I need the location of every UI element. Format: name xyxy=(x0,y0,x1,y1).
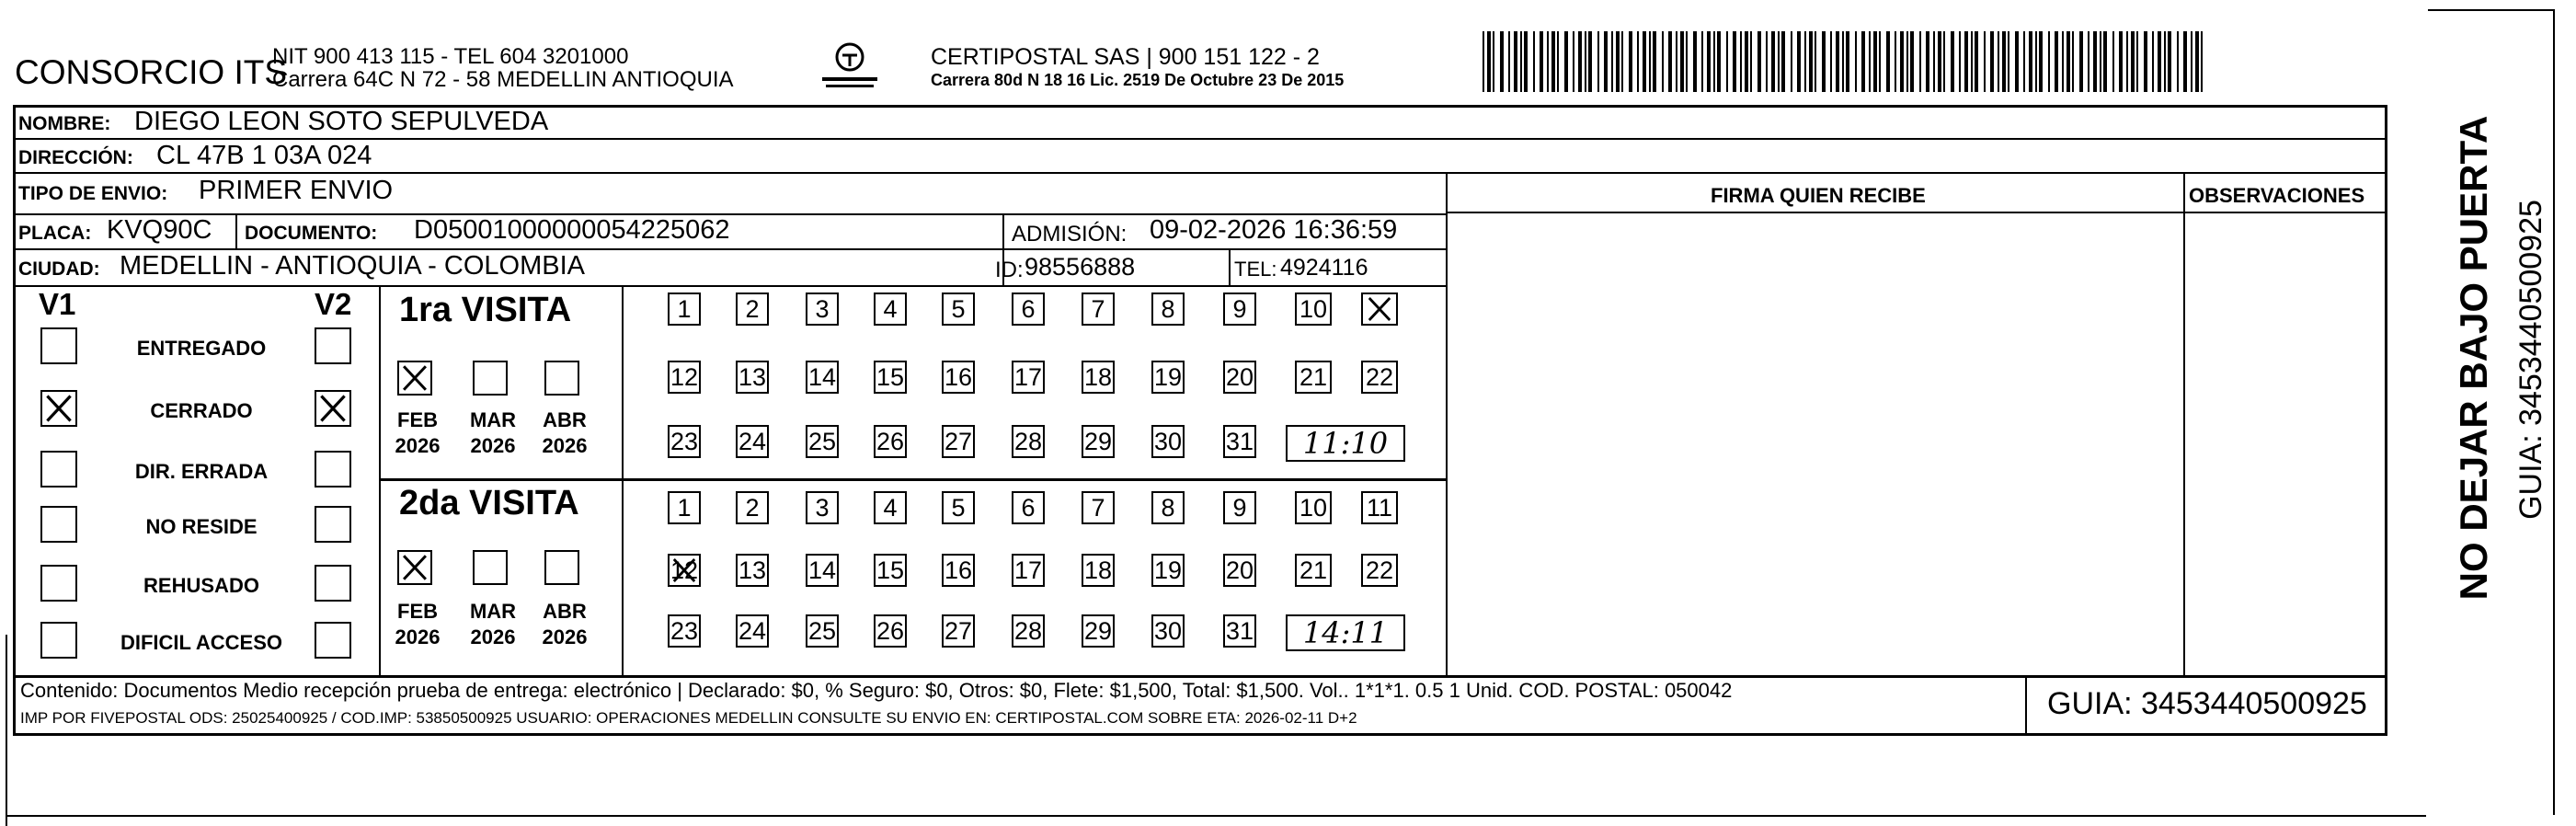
day-box[interactable]: 26 xyxy=(874,425,907,458)
day-box[interactable]: 14 xyxy=(806,361,839,394)
handwritten-time: 14:11 xyxy=(1302,615,1389,650)
row-line-5 xyxy=(13,285,1446,287)
day-box[interactable]: 20 xyxy=(1223,554,1256,587)
footer-guia: GUIA: 3453440500925 xyxy=(2047,686,2367,721)
day-box[interactable]: 16 xyxy=(942,361,975,394)
row-line-1 xyxy=(13,138,2387,140)
visit-title: 2da VISITA xyxy=(399,484,579,522)
day-box[interactable]: 16 xyxy=(942,554,975,587)
plate-value: KVQ90C xyxy=(107,215,212,245)
address-value: CL 47B 1 03A 024 xyxy=(156,141,372,170)
barcode xyxy=(1483,31,2209,92)
day-box[interactable]: 4 xyxy=(874,491,907,524)
month-year-label: 2026 xyxy=(470,625,516,648)
certipostal-address-line: Carrera 80d N 18 16 Lic. 2519 De Octubre 23 De 2015 xyxy=(931,71,1345,89)
day-box[interactable]: 11 xyxy=(1361,491,1398,524)
company-address-line: Carrera 64C N 72 - 58 MEDELLIN ANTIOQUIA xyxy=(272,67,734,92)
document-value: D05001000000054225062 xyxy=(414,215,730,245)
day-box[interactable]: 8 xyxy=(1151,491,1185,524)
observations-label: OBSERVACIONES xyxy=(2189,184,2365,207)
left-edge-line xyxy=(6,635,7,826)
month-checkbox[interactable] xyxy=(397,550,432,585)
day-box[interactable]: 24 xyxy=(736,425,769,458)
month-year-label: 2026 xyxy=(470,434,516,457)
day-box[interactable]: 10 xyxy=(1295,293,1332,326)
day-box[interactable]: 17 xyxy=(1012,361,1045,394)
day-box[interactable]: 28 xyxy=(1012,614,1045,648)
month-checkbox[interactable] xyxy=(544,361,579,396)
day-box[interactable]: 10 xyxy=(1295,491,1332,524)
document-label: DOCUMENTO: xyxy=(245,223,378,244)
day-box[interactable]: 6 xyxy=(1012,491,1045,524)
day-box[interactable]: 18 xyxy=(1082,554,1115,587)
visit-divider-line xyxy=(379,478,1446,481)
day-box[interactable]: 1 xyxy=(668,293,701,326)
month-label: ABR xyxy=(543,600,587,623)
month-label: FEB xyxy=(397,408,438,431)
day-box[interactable]: 14 xyxy=(806,554,839,587)
tel-label: TEL: xyxy=(1234,258,1277,281)
day-box[interactable]: 29 xyxy=(1082,425,1115,458)
v1-checkbox[interactable] xyxy=(40,622,77,659)
admission-value: 09-02-2026 16:36:59 xyxy=(1150,215,1398,245)
day-box[interactable]: 7 xyxy=(1082,293,1115,326)
status-option-label: NO RESIDE xyxy=(145,515,258,538)
address-label: DIRECCIÓN: xyxy=(18,147,133,168)
month-label: MAR xyxy=(469,408,517,431)
row-line-4 xyxy=(13,248,1446,250)
v2-checkbox[interactable] xyxy=(315,506,351,543)
months-divider xyxy=(622,285,624,675)
day-box[interactable]: 15 xyxy=(874,361,907,394)
signature-left-line xyxy=(1446,172,1448,675)
name-label: NOMBRE: xyxy=(18,113,111,134)
city-value: MEDELLIN - ANTIOQUIA - COLOMBIA xyxy=(120,251,585,281)
day-box[interactable]: 2 xyxy=(736,491,769,524)
month-checkbox[interactable] xyxy=(473,550,508,585)
month-year-label: 2026 xyxy=(395,625,441,648)
time-box[interactable] xyxy=(1286,425,1405,462)
send-type-label: TIPO DE ENVIO: xyxy=(18,183,168,204)
day-box[interactable]: 25 xyxy=(806,425,839,458)
day-box[interactable]: 15 xyxy=(874,554,907,587)
day-box[interactable]: 3 xyxy=(806,293,839,326)
day-box[interactable]: 24 xyxy=(736,614,769,648)
day-box[interactable]: 6 xyxy=(1012,293,1045,326)
day-box[interactable]: 5 xyxy=(942,491,975,524)
day-box[interactable]: 21 xyxy=(1295,554,1332,587)
handwritten-time: 11:10 xyxy=(1302,426,1389,461)
v2-checkbox[interactable] xyxy=(315,327,351,364)
month-label: MAR xyxy=(469,600,517,623)
day-box[interactable]: 20 xyxy=(1223,361,1256,394)
day-box[interactable]: 5 xyxy=(942,293,975,326)
v1-checkbox[interactable] xyxy=(40,390,77,427)
observations-left-line xyxy=(2183,172,2185,675)
status-option-label: DIR. ERRADA xyxy=(134,460,269,483)
city-label: CIUDAD: xyxy=(18,258,100,280)
month-checkbox[interactable] xyxy=(397,361,432,396)
month-checkbox[interactable] xyxy=(544,550,579,585)
day-box[interactable]: 8 xyxy=(1151,293,1185,326)
day-box[interactable]: 23 xyxy=(668,425,701,458)
month-label: ABR xyxy=(543,408,587,431)
top-right-edge-line xyxy=(2428,9,2553,11)
month-label: FEB xyxy=(397,600,438,623)
day-box[interactable]: 9 xyxy=(1223,491,1256,524)
v1-label: V1 xyxy=(39,287,76,321)
day-box[interactable]: 30 xyxy=(1151,425,1185,458)
day-box[interactable]: 3 xyxy=(806,491,839,524)
day-box[interactable]: 23 xyxy=(668,614,701,648)
footer-top-line xyxy=(13,675,2387,678)
company-name: CONSORCIO ITS xyxy=(15,53,288,91)
day-box[interactable]: 19 xyxy=(1151,554,1185,587)
day-box[interactable]: 13 xyxy=(736,361,769,394)
side-panel xyxy=(2397,115,2548,644)
day-box[interactable]: 17 xyxy=(1012,554,1045,587)
v2-checkbox[interactable] xyxy=(315,451,351,488)
day-box[interactable]: 1 xyxy=(668,491,701,524)
certipostal-name-line: CERTIPOSTAL SAS | 900 151 122 - 2 xyxy=(931,44,1320,70)
row-line-2 xyxy=(13,172,2387,174)
imp-line: IMP POR FIVEPOSTAL ODS: 25025400925 / COD.IMP: 53850500925 USUARIO: OPERACIONES MEDELLIN CONSULTE SU ENVIO EN: CERTIPOSTAL.COM SOBRE ETA: 2026-02-11 D+2 xyxy=(20,709,1357,727)
day-box[interactable]: 25 xyxy=(806,614,839,648)
day-number: 12 xyxy=(670,556,699,584)
id-value: 98556888 xyxy=(1025,253,1136,281)
day-box[interactable]: 27 xyxy=(942,614,975,648)
v2-checkbox[interactable] xyxy=(315,565,351,602)
month-checkbox[interactable] xyxy=(473,361,508,396)
day-box[interactable]: 22 xyxy=(1361,361,1398,394)
tel-divider xyxy=(1229,248,1231,285)
right-edge-line xyxy=(2553,9,2555,815)
status-option-label: DIFICIL ACCESO xyxy=(120,631,282,654)
month-year-label: 2026 xyxy=(542,434,588,457)
day-box[interactable]: 28 xyxy=(1012,425,1045,458)
day-box[interactable]: 9 xyxy=(1223,293,1256,326)
signature-label: FIRMA QUIEN RECIBE xyxy=(1711,184,1926,207)
day-box[interactable]: 12 xyxy=(668,361,701,394)
plate-divider xyxy=(235,213,237,248)
plate-label: PLACA: xyxy=(18,223,92,244)
content-line: Contenido: Documentos Medio recepción prueba de entrega: electrónico | Declarado: $0, % Seguro: $0, Otros: $0, Flete: $1,500, Total: $1,500. Vol.. 1*1*1. 0.5 1 Unid. COD. POSTAL: 050042 xyxy=(20,679,1733,702)
day-box[interactable]: 2 xyxy=(736,293,769,326)
day-box[interactable] xyxy=(668,554,701,587)
admission-label: ADMISIÓN: xyxy=(1012,222,1128,247)
company-nit-line: NIT 900 413 115 - TEL 604 3201000 xyxy=(272,44,629,69)
tel-value: 4924116 xyxy=(1280,255,1368,281)
signature-header-line xyxy=(1446,212,2387,213)
day-box[interactable]: 26 xyxy=(874,614,907,648)
day-box[interactable]: 19 xyxy=(1151,361,1185,394)
day-box[interactable]: 31 xyxy=(1223,614,1256,648)
day-box[interactable]: 4 xyxy=(874,293,907,326)
side-warning: NO DEJAR BAJO PUERTA xyxy=(2452,115,2495,601)
bottom-edge-line xyxy=(7,815,2426,817)
name-value: DIEGO LEON SOTO SEPULVEDA xyxy=(134,107,549,136)
v2-label: V2 xyxy=(315,287,352,321)
day-box[interactable]: 13 xyxy=(736,554,769,587)
status-divider xyxy=(379,285,381,675)
guia-footer-divider xyxy=(2025,675,2027,736)
day-box[interactable]: 21 xyxy=(1295,361,1332,394)
visit-title: 1ra VISITA xyxy=(399,291,572,329)
day-box[interactable]: 18 xyxy=(1082,361,1115,394)
v2-checkbox[interactable] xyxy=(315,390,351,427)
side-guia: GUIA: 3453440500925 xyxy=(2513,200,2548,520)
id-label: ID: xyxy=(995,258,1024,282)
status-option-label: ENTREGADO xyxy=(136,337,267,360)
day-box[interactable] xyxy=(1361,293,1398,326)
v1-checkbox[interactable] xyxy=(40,327,77,364)
v2-checkbox[interactable] xyxy=(315,622,351,659)
day-box[interactable]: 27 xyxy=(942,425,975,458)
time-box[interactable] xyxy=(1286,614,1405,651)
month-year-label: 2026 xyxy=(542,625,588,648)
certipostal-logo xyxy=(813,40,887,99)
v1-checkbox[interactable] xyxy=(40,451,77,488)
day-box[interactable]: 30 xyxy=(1151,614,1185,648)
status-option-label: CERRADO xyxy=(150,399,253,422)
v1-checkbox[interactable] xyxy=(40,565,77,602)
v1-checkbox[interactable] xyxy=(40,506,77,543)
month-year-label: 2026 xyxy=(395,434,441,457)
status-option-label: REHUSADO xyxy=(143,574,259,597)
day-box[interactable]: 22 xyxy=(1361,554,1398,587)
day-box[interactable]: 29 xyxy=(1082,614,1115,648)
send-type-value: PRIMER ENVIO xyxy=(199,176,394,205)
day-box[interactable]: 7 xyxy=(1082,491,1115,524)
day-box[interactable]: 31 xyxy=(1223,425,1256,458)
